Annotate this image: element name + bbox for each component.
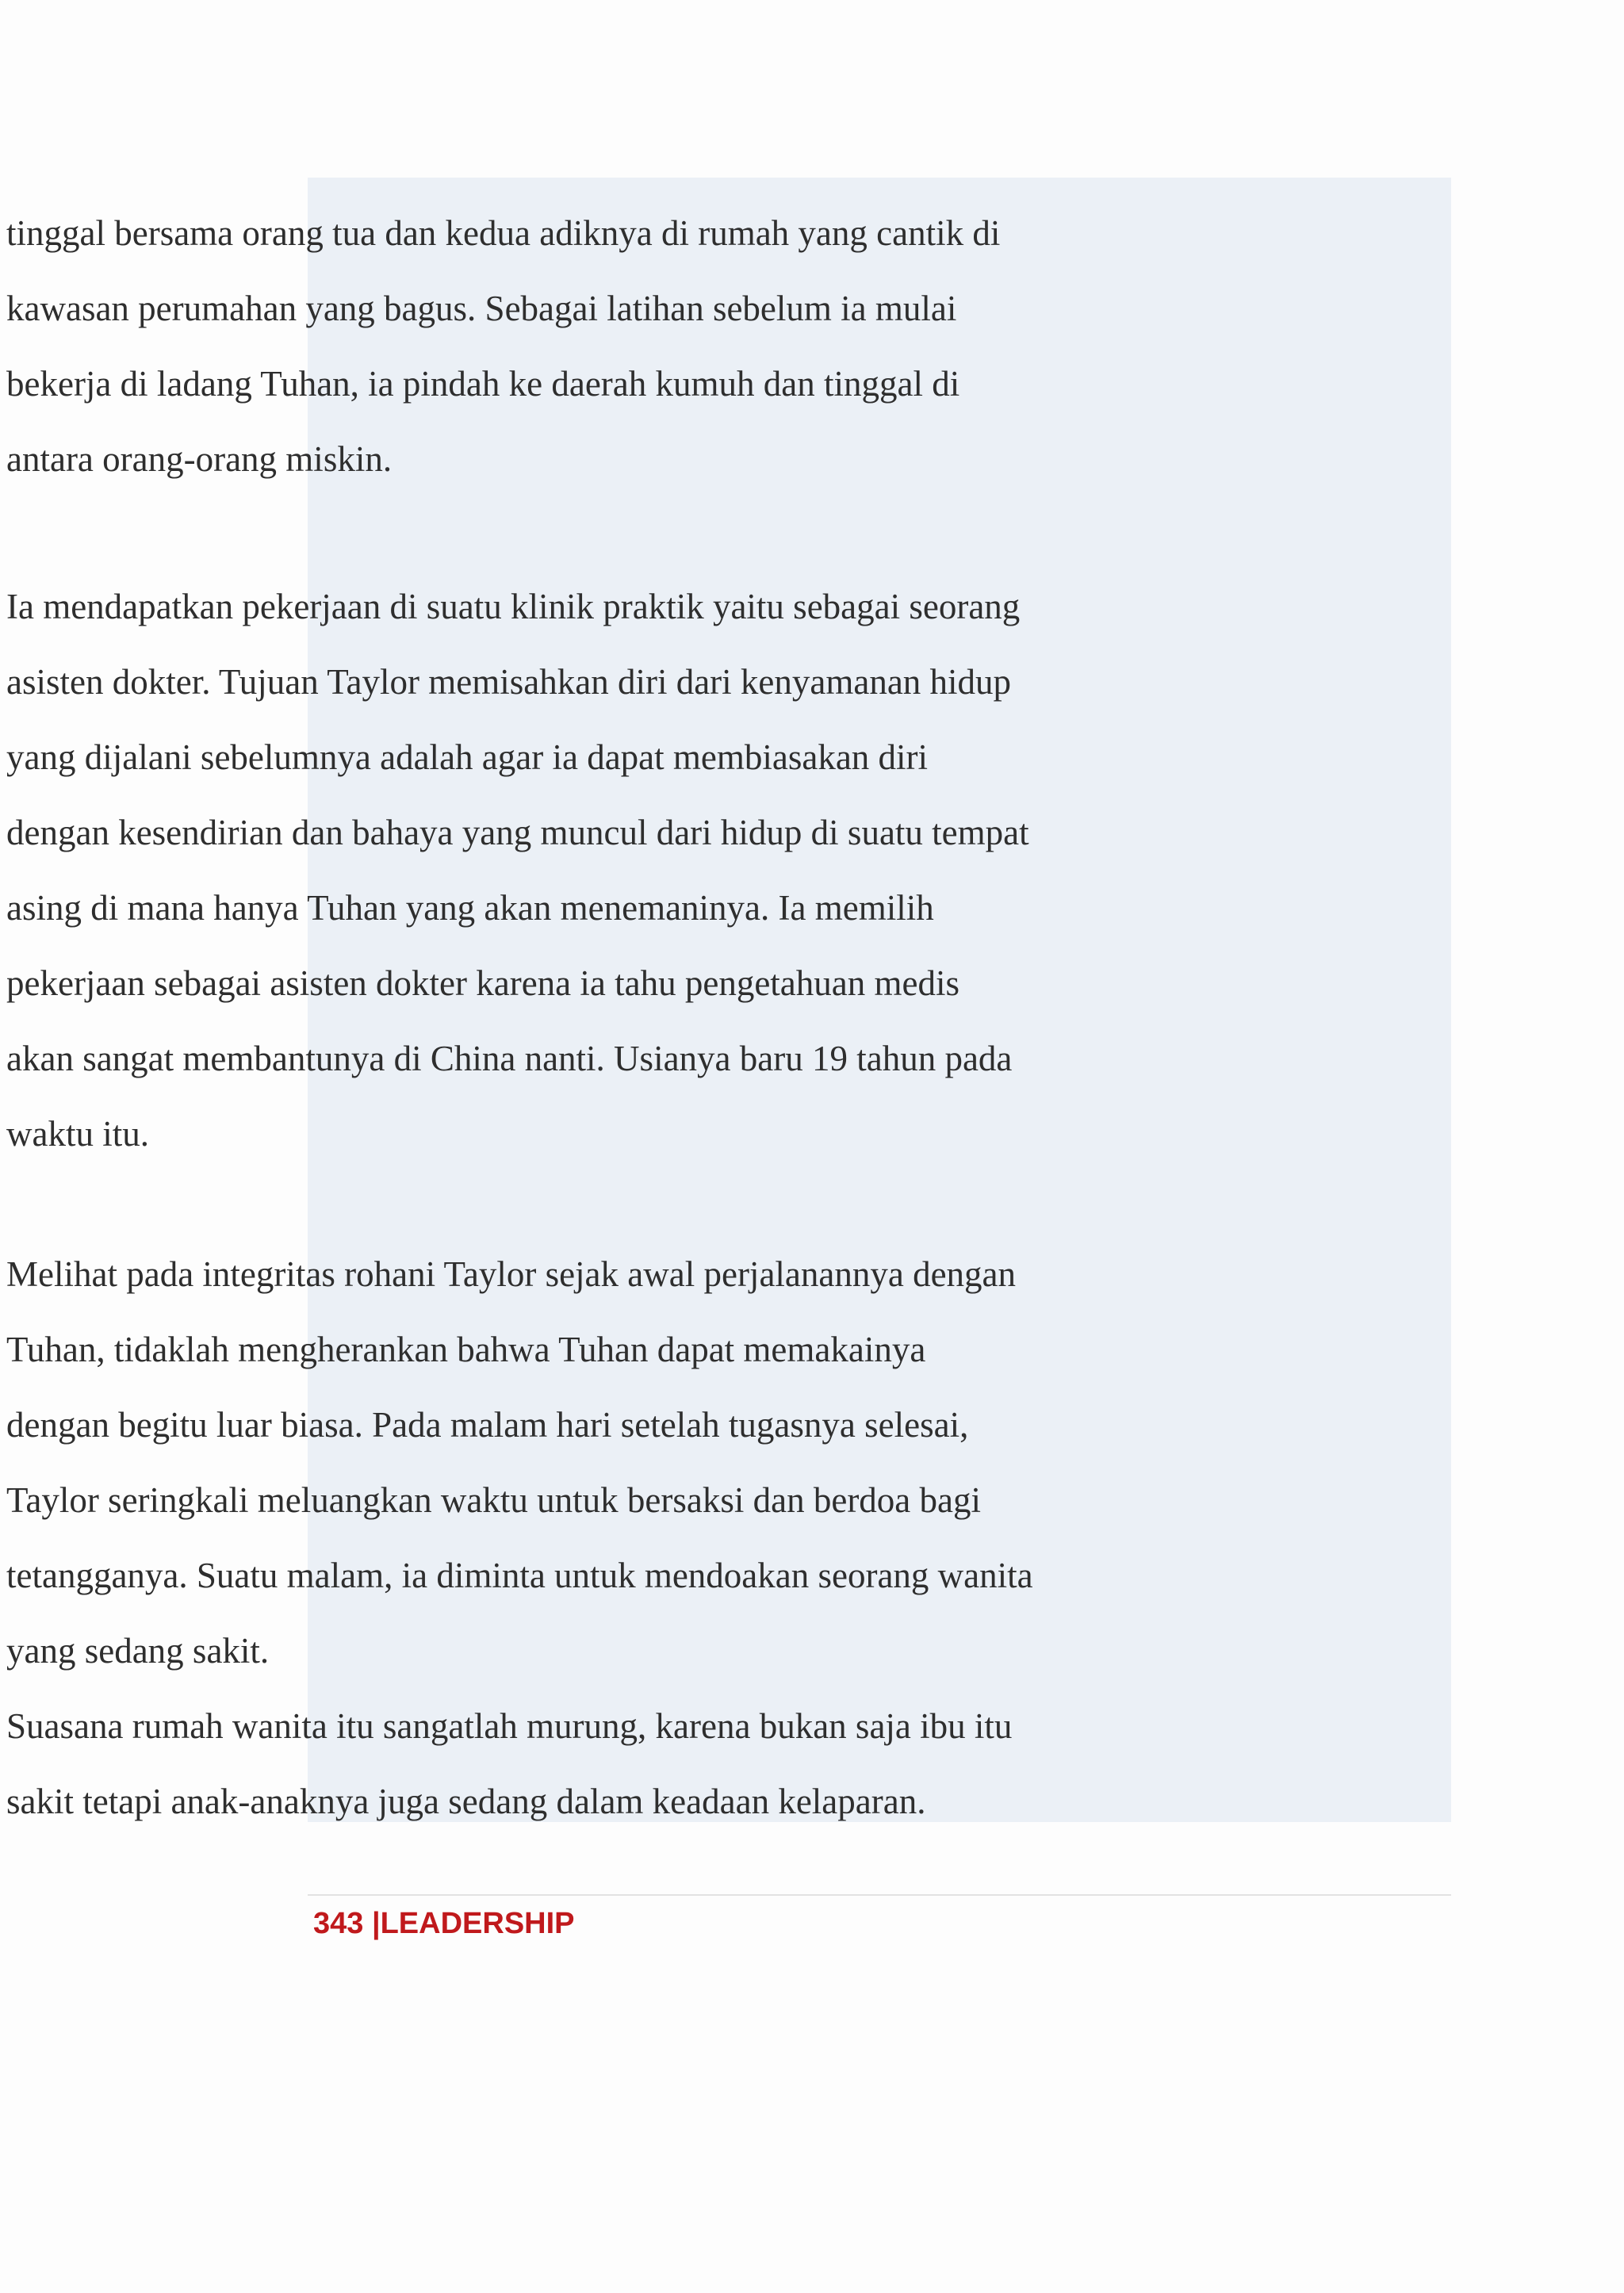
text-line: Suasana rumah wanita itu sangatlah murung, karena bukan saja ibu itu	[6, 1706, 1013, 1746]
text-line: yang sedang sakit.	[6, 1631, 270, 1671]
text-line: Melihat pada integritas rohani Taylor sejak awal perjalanannya dengan	[6, 1254, 1017, 1294]
text-line: tetangganya. Suatu malam, ia diminta untuk mendoakan seorang wanita	[6, 1556, 1033, 1595]
text-line: bekerja di ladang Tuhan, ia pindah ke daerah kumuh dan tinggal di	[6, 364, 960, 404]
text-line: Tuhan, tidaklah mengherankan bahwa Tuhan dapat memakainya	[6, 1330, 926, 1369]
text-line: dengan begitu luar biasa. Pada malam hari setelah tugasnya selesai,	[6, 1405, 969, 1445]
text-line: Ia mendapatkan pekerjaan di suatu klinik praktik yaitu sebagai seorang	[6, 587, 1021, 626]
text-line: antara orang-orang miskin.	[6, 439, 393, 479]
text-line: yang dijalani sebelumnya adalah agar ia dapat membiasakan diri	[6, 737, 929, 777]
page-footer-label: 343 |LEADERSHIP	[313, 1907, 575, 1940]
text-line: tinggal bersama orang tua dan kedua adiknya di rumah yang cantik di	[6, 213, 1001, 253]
paragraph-1	[6, 196, 1000, 497]
text-line: waktu itu.	[6, 1114, 149, 1154]
text-line: akan sangat membantunya di China nanti. Usianya baru 19 tahun pada	[6, 1039, 1013, 1078]
text-line: pekerjaan sebagai asisten dokter karena ia tahu pengetahuan medis	[6, 963, 959, 1003]
text-line: asisten dokter. Tujuan Taylor memisahkan diri dari kenyamanan hidup	[6, 662, 1012, 702]
footer-divider	[308, 1894, 1451, 1896]
paragraph-4	[6, 1689, 1012, 1839]
paragraph-2	[6, 569, 1029, 1172]
text-line: kawasan perumahan yang bagus. Sebagai latihan sebelum ia mulai	[6, 289, 957, 328]
paragraph-3	[6, 1237, 1033, 1689]
text-line: dengan kesendirian dan bahaya yang muncul dari hidup di suatu tempat	[6, 813, 1029, 852]
text-line: Taylor seringkali meluangkan waktu untuk bersaksi dan berdoa bagi	[6, 1480, 981, 1520]
text-line: asing di mana hanya Tuhan yang akan menemaninya. Ia memilih	[6, 888, 934, 928]
text-line: sakit tetapi anak-anaknya juga sedang dalam keadaan kelaparan.	[6, 1782, 926, 1821]
